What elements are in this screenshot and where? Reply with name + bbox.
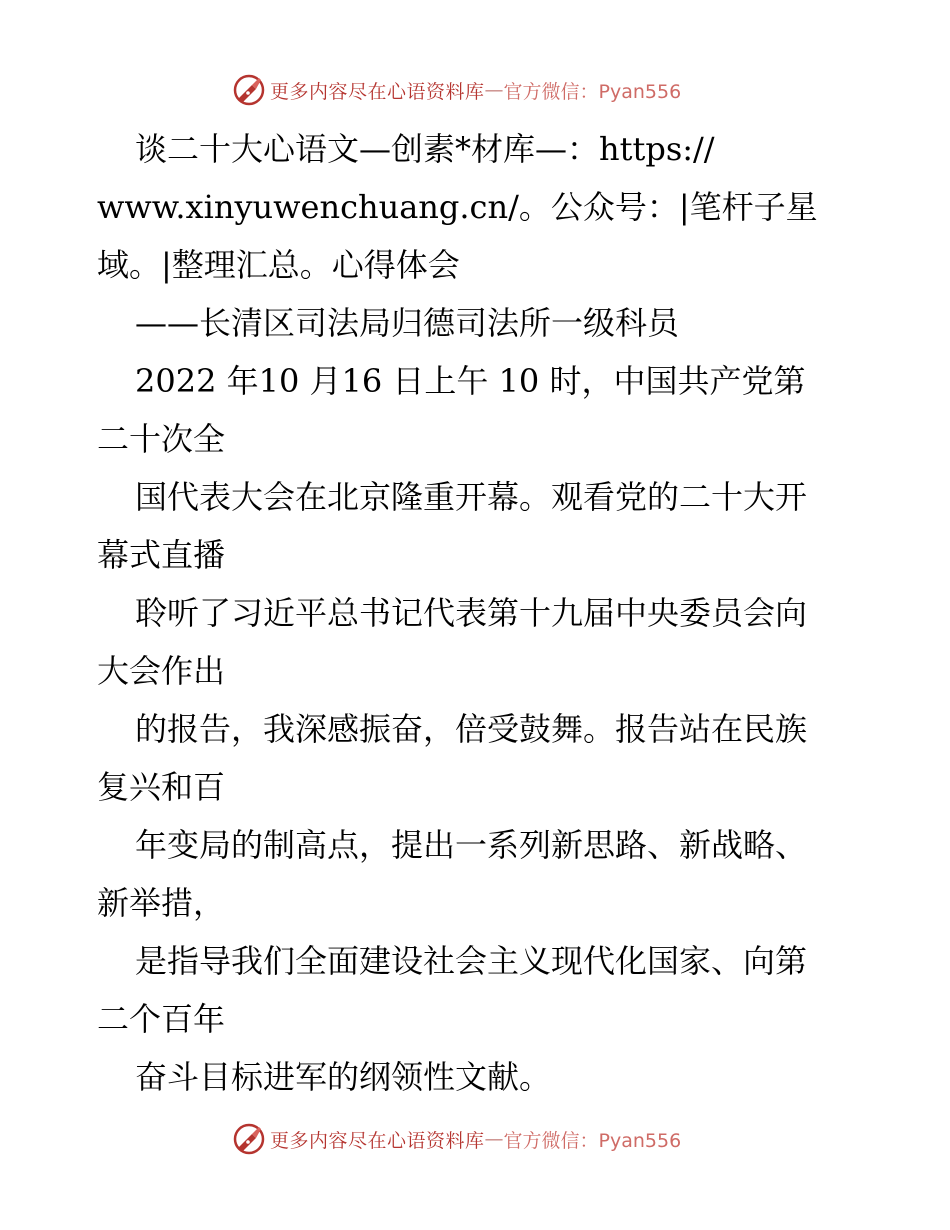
body-line: 幕式直播 (97, 536, 226, 574)
body-line: 大会作出 (97, 652, 226, 690)
body-line: 复兴和百 (97, 768, 226, 806)
watermark-wechat: 官方微信：Pyan556 (503, 1129, 682, 1152)
body-line: 谈二十大心语文—创素*材库—：https:// (135, 130, 715, 168)
body-line: 聆听了习近平总书记代表第十九届中央委员会向 (135, 594, 808, 632)
body-line: 域。|整理汇总。心得体会 (97, 246, 460, 284)
body-line: 新举措， (97, 884, 226, 922)
body-line: 的报告，我深感振奋，倍受鼓舞。报告站在民族 (135, 710, 808, 748)
pen-nib-logo-icon (232, 1122, 266, 1156)
watermark-header (232, 72, 681, 108)
author-line: ——长清区司法局归德司法所一级科员 (135, 304, 680, 342)
document-body (97, 120, 877, 1106)
watermark-separator: — (484, 1128, 504, 1150)
watermark-footer (232, 1121, 681, 1157)
watermark-wechat: 官方微信：Pyan556 (503, 80, 682, 103)
body-line: 二个百年 (97, 1000, 226, 1038)
body-line: www.xinyuwenchuang.cn/。公众号：|笔杆子星 (97, 188, 818, 226)
watermark-separator: — (484, 79, 504, 101)
body-line: 二十次全 (97, 420, 226, 458)
body-line: 是指导我们全面建设社会主义现代化国家、向第 (135, 942, 808, 980)
body-line: 奋斗目标进军的纲领性文献。 (135, 1058, 552, 1096)
body-line: 年变局的制高点，提出一系列新思路、新战略、 (135, 826, 808, 864)
watermark-text: 更多内容尽在心语资料库 (270, 80, 485, 103)
body-line: 国代表大会在北京隆重开幕。观看党的二十大开 (135, 478, 808, 516)
body-line: 2022 年10 月16 日上午 10 时，中国共产党第 (135, 362, 806, 400)
pen-nib-logo-icon (232, 73, 266, 107)
watermark-text: 更多内容尽在心语资料库 (270, 1129, 485, 1152)
